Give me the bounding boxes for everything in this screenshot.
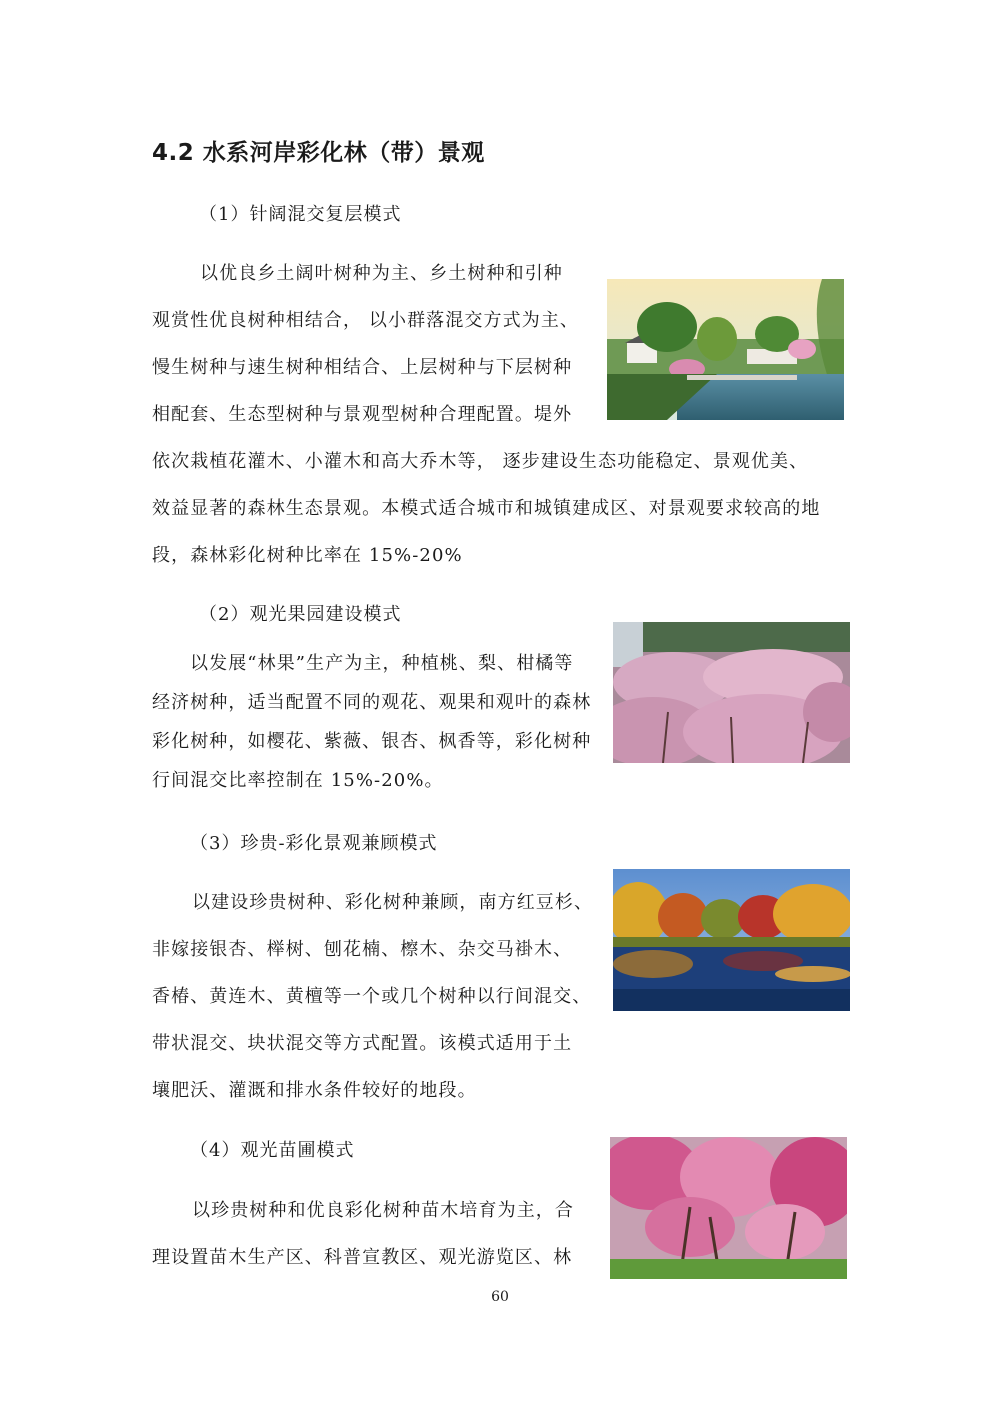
- paragraph-line: 观赏性优良树种相结合， 以小群落混交方式为主、: [152, 310, 580, 331]
- section-title: 4.2 水系河岸彩化林（带）景观: [152, 140, 485, 166]
- paragraph-line: 以建设珍贵树种、彩化树种兼顾，南方红豆杉、: [192, 892, 594, 913]
- paragraph-line: 以珍贵树种和优良彩化树种苗木培育为主，合: [192, 1200, 574, 1221]
- paragraph-line: 相配套、生态型树种与景观型树种合理配置。堤外: [152, 404, 573, 425]
- heading-mixed-forest: （1）针阔混交复层模式: [199, 204, 402, 225]
- page-number: 60: [491, 1289, 509, 1305]
- riverside-park-photo: [607, 279, 844, 420]
- paragraph-line: 段，森林彩化树种比率在 15%-20%: [152, 545, 463, 566]
- paragraph-line: 以发展“林果”生产为主，种植桃、梨、柑橘等: [190, 653, 574, 674]
- paragraph-line: 壤肥沃、灌溉和排水条件较好的地段。: [152, 1080, 477, 1101]
- paragraph-line: 彩化树种，如樱花、紫薇、银杏、枫香等，彩化树种: [152, 731, 592, 752]
- paragraph-line: 行间混交比率控制在 15%-20%。: [152, 770, 444, 791]
- paragraph-line: 带状混交、块状混交等方式配置。该模式适用于土: [152, 1033, 573, 1054]
- autumn-lake-photo: [613, 869, 850, 1011]
- heading-nursery: （4）观光苗圃模式: [190, 1140, 355, 1161]
- heading-precious-colorful: （3）珍贵-彩化景观兼顾模式: [190, 833, 438, 854]
- paragraph-line: 慢生树种与速生树种相结合、上层树种与下层树种: [152, 357, 573, 378]
- blossom-orchard-photo: [613, 622, 850, 763]
- paragraph-line: 效益显著的森林生态景观。本模式适合城市和城镇建成区、对景观要求较高的地: [152, 498, 821, 519]
- heading-orchard: （2）观光果园建设模式: [199, 604, 402, 625]
- cherry-nursery-photo: [610, 1137, 847, 1279]
- paragraph-line: 理设置苗木生产区、科普宣教区、观光游览区、林: [152, 1247, 573, 1268]
- paragraph-line: 非嫁接银杏、榉树、刨花楠、檫木、杂交马褂木、: [152, 939, 573, 960]
- paragraph-line: 经济树种，适当配置不同的观花、观果和观叶的森林: [152, 692, 592, 713]
- paragraph-line: 以优良乡土阔叶树种为主、乡土树种和引种: [200, 263, 563, 284]
- paragraph-line: 香椿、黄连木、黄檀等一个或几个树种以行间混交、: [152, 986, 592, 1007]
- paragraph-line: 依次栽植花灌木、小灌木和高大乔木等， 逐步建设生态功能稳定、景观优美、: [152, 451, 809, 472]
